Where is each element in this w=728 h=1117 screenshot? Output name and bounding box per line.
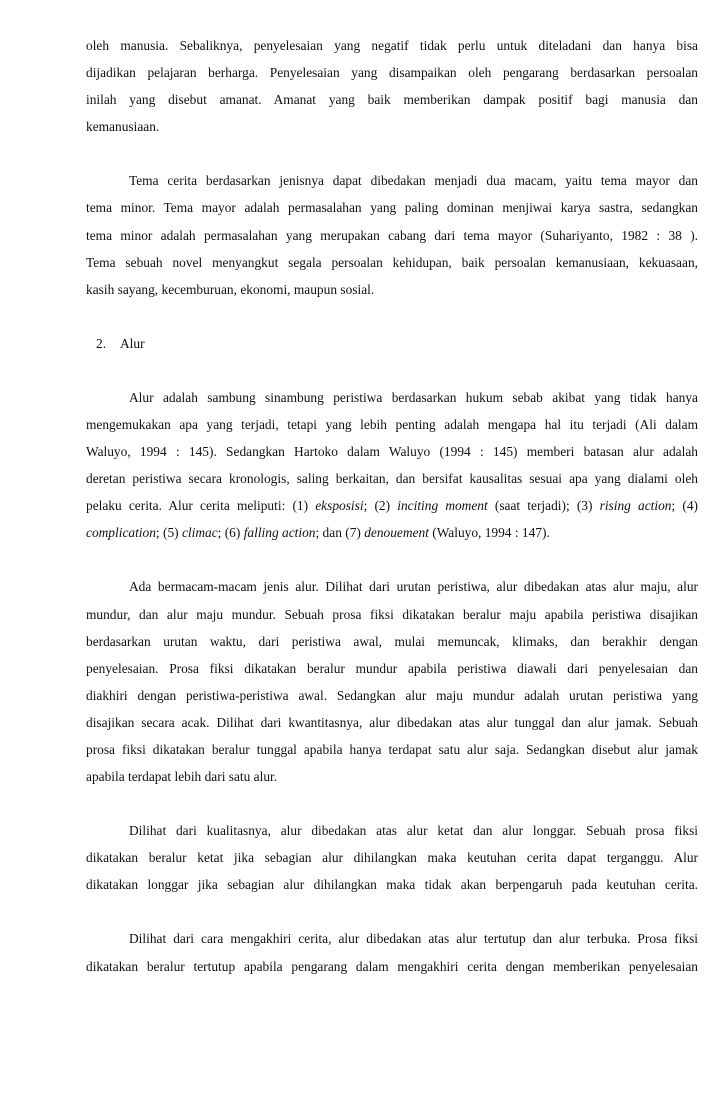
text-line: dikatakan beralur ketat jika sebagian alur dihilangkan maka keutuhan cerita dapat terganggu. Alur [86, 850, 698, 866]
text-line: Alur adalah sambung sinambung peristiwa berdasarkan hukum sebab akibat yang tidak hanya [129, 389, 698, 405]
text-line: kasih sayang, kecemburuan, ekonomi, maupun sosial. [86, 281, 375, 297]
paragraph-kualitas-alur [86, 817, 698, 898]
text-line: Tema cerita berdasarkan jenisnya dapat dibedakan menjadi dua macam, yaitu tema mayor dan [129, 173, 698, 189]
text-line: Dilihat dari cara mengakhiri cerita, alur dibedakan atas alur tertutup dan alur terbuka. Prosa fiksi [129, 931, 698, 947]
text-line: Ada bermacam-macam jenis alur. Dilihat dari urutan peristiwa, alur dibedakan atas alur maju, alur [129, 579, 698, 595]
paragraph-jenis-alur [86, 573, 698, 790]
text-run: (Waluyo, 1994 : 147). [428, 525, 550, 541]
text-line: dijadikan pelajaran berharga. Penyelesaian yang disampaikan oleh pengarang berdasarkan persoalan [86, 65, 698, 81]
text-line: dikatakan beralur tertutup apabila pengarang dalam mengakhiri cerita dengan memberikan penyelesaian [86, 958, 698, 974]
paragraph-amanat-continued [86, 32, 698, 140]
text-line: tema minor adalah permasalahan yang merupakan cabang dari tema mayor (Suhariyanto, 1982 : 38 ). [86, 227, 698, 243]
italic-term: falling action [243, 525, 316, 541]
text-line: mundur, dan alur maju mundur. Sebuah prosa fiksi dikatakan beralur maju apabila peristiwa disajikan [86, 606, 698, 622]
text-line: berdasarkan urutan waktu, dari peristiwa awal, mulai memuncak, klimaks, dan berakhir dengan [86, 633, 698, 649]
italic-term: eksposisi [315, 498, 364, 514]
text-line: deretan peristiwa secara kronologis, saling berkaitan, dan bersifat kausalitas sesuai apa yang dialami oleh [86, 471, 698, 487]
text-line [86, 492, 698, 519]
document-page [86, 32, 698, 1007]
italic-term: denouement [364, 525, 429, 541]
text-line: penyelesaian. Prosa fiksi dikatakan beralur mundur apabila peristiwa diawali dari penyelesaian dan [86, 660, 698, 676]
text-line: apabila terdapat lebih dari satu alur. [86, 769, 278, 785]
text-line: prosa fiksi dikatakan beralur tunggal apabila hanya terdapat satu alur saja. Sedangkan disebut alur jamak [86, 741, 698, 757]
italic-term: complication [86, 525, 156, 541]
text-run: (saat terjadi); (3) [487, 498, 600, 514]
text-line [86, 519, 698, 546]
text-line: oleh manusia. Sebaliknya, penyelesaian yang negatif tidak perlu untuk diteladani dan hanya bisa [86, 38, 698, 53]
italic-term: inciting moment [397, 498, 488, 514]
text-run: ; (2) [363, 498, 398, 514]
paragraph-akhir-cerita [86, 925, 698, 979]
section-number: 2. [96, 335, 107, 351]
text-run: pelaku cerita. Alur cerita meliputi: (1) [86, 498, 316, 514]
text-line: diakhiri dengan peristiwa-peristiwa awal. Sedangkan alur maju mundur adalah urutan peristiwa yang [86, 687, 698, 703]
text-line: tema minor. Tema mayor adalah permasalahan yang paling dominan menjiwai karya sastra, sedangkan [86, 200, 698, 216]
text-line: mengemukakan apa yang terjadi, tetapi yang lebih penting adalah mengapa hal itu terjadi (Ali dalam [86, 416, 698, 432]
text-line: Dilihat dari kualitasnya, alur dibedakan atas alur ketat dan alur longgar. Sebuah prosa fiksi [129, 823, 698, 839]
text-run: ; (5) [155, 525, 182, 541]
italic-term: climac [181, 525, 218, 541]
text-line: Waluyo, 1994 : 145). Sedangkan Hartoko dalam Waluyo (1994 : 145) memberi batasan alur adalah [86, 444, 698, 460]
italic-term: rising action [599, 498, 672, 514]
text-line: dikatakan longgar jika sebagian alur dihilangkan maka tidak akan berpengaruh pada keutuhan cerita. [86, 877, 698, 893]
text-run: ; dan (7) [315, 525, 365, 541]
section-title: Alur [120, 335, 145, 351]
text-line: disajikan secara acak. Dilihat dari kwantitasnya, alur dibedakan atas alur tunggal dan alur jamak. Sebuah [86, 714, 698, 730]
paragraph-tema [86, 167, 698, 302]
section-heading [96, 330, 698, 357]
paragraph-alur-definition [86, 384, 698, 547]
text-line: kemanusiaan. [86, 119, 160, 135]
text-line: inilah yang disebut amanat. Amanat yang baik memberikan dampak positif bagi manusia dan [86, 92, 698, 108]
text-run: ; (4) [671, 498, 699, 514]
text-line: Tema sebuah novel menyangkut segala persoalan kehidupan, baik persoalan kemanusiaan, kekuasaan, [86, 254, 698, 270]
text-run: ; (6) [217, 525, 244, 541]
